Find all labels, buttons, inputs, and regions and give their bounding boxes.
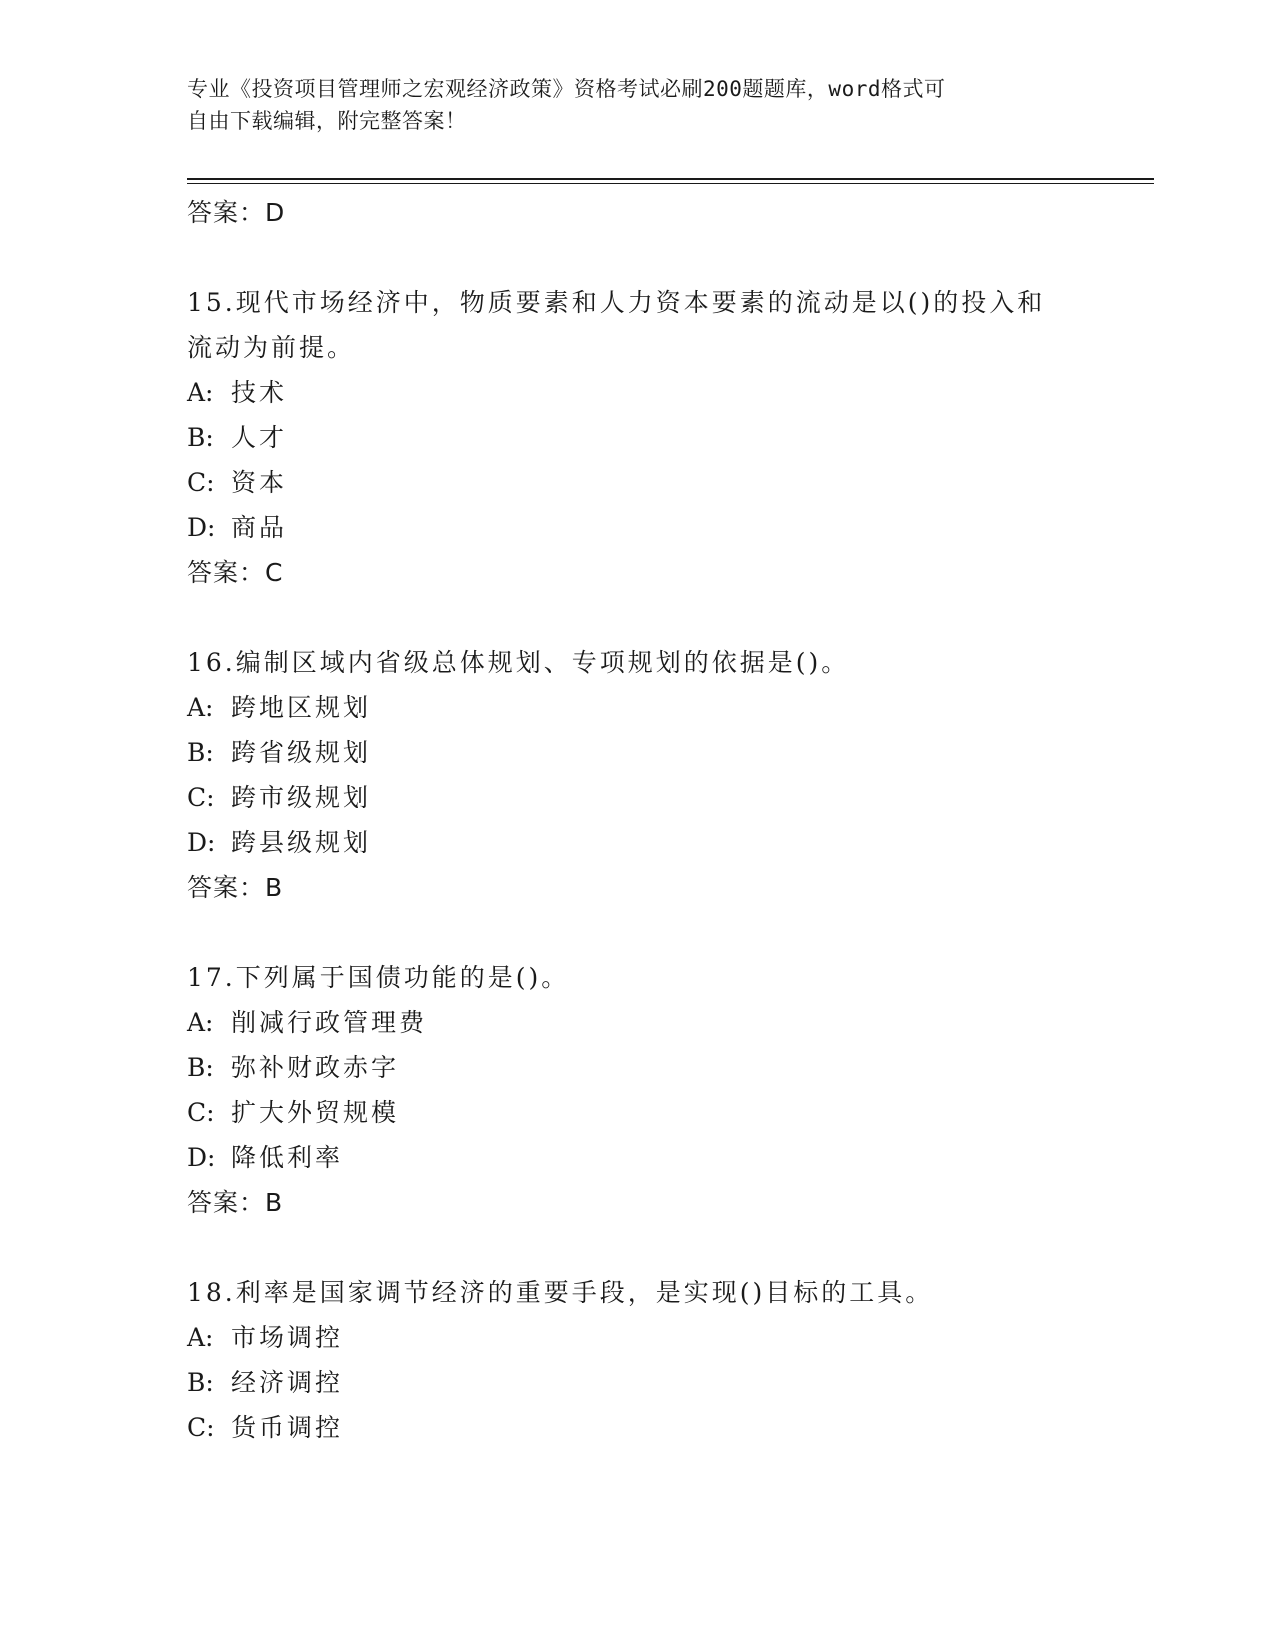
option-label: A: <box>187 1323 214 1352</box>
document-header <box>187 73 1067 137</box>
option-c <box>187 1405 1147 1450</box>
option-label: D: <box>187 828 216 857</box>
option-d <box>187 820 1147 865</box>
option-label: D: <box>187 1143 216 1172</box>
previous-answer: 答案：D <box>187 198 286 227</box>
spacer <box>187 235 1147 280</box>
option-text: 跨地区规划 <box>231 693 372 722</box>
option-label: A: <box>187 1008 214 1037</box>
answer: 答案：B <box>187 873 284 902</box>
option-b <box>187 1045 1147 1090</box>
option-label: B: <box>187 1368 214 1397</box>
question-text: 15.现代市场经济中，物质要素和人力资本要素的流动是以()的投入和 <box>187 288 1046 317</box>
question-17 <box>187 955 1147 1225</box>
question-18 <box>187 1270 1147 1450</box>
option-label: B: <box>187 1053 214 1082</box>
header-line-1: 专业《投资项目管理师之宏观经济政策》资格考试必刷200题题库，word格式可 <box>187 77 946 101</box>
option-b <box>187 730 1147 775</box>
option-a <box>187 370 1147 415</box>
option-a <box>187 1315 1147 1360</box>
option-label: C: <box>187 783 215 812</box>
option-text: 跨省级规划 <box>231 738 372 767</box>
option-c <box>187 460 1147 505</box>
option-text: 降低利率 <box>231 1143 344 1172</box>
option-label: A: <box>187 693 214 722</box>
option-label: D: <box>187 513 216 542</box>
question-15 <box>187 280 1147 595</box>
option-c <box>187 1090 1147 1135</box>
option-b <box>187 415 1147 460</box>
question-text: 18.利率是国家调节经济的重要手段，是实现()目标的工具。 <box>187 1278 934 1307</box>
option-text: 扩大外贸规模 <box>231 1098 400 1127</box>
option-label: B: <box>187 738 214 767</box>
option-c <box>187 775 1147 820</box>
option-text: 弥补财政赤字 <box>231 1053 400 1082</box>
spacer <box>187 595 1147 640</box>
option-text: 跨县级规划 <box>231 828 372 857</box>
option-label: C: <box>187 1098 215 1127</box>
option-text: 人才 <box>231 423 288 452</box>
option-d <box>187 505 1147 550</box>
option-label: C: <box>187 1413 215 1442</box>
option-text: 市场调控 <box>231 1323 344 1352</box>
header-divider-thick <box>187 178 1154 180</box>
spacer <box>187 1225 1147 1270</box>
header-line-2: 自由下载编辑，附完整答案！ <box>187 109 467 133</box>
answer: 答案：C <box>187 558 284 587</box>
header-divider-thin <box>187 183 1154 184</box>
option-d <box>187 1135 1147 1180</box>
option-text: 跨市级规划 <box>231 783 372 812</box>
option-text: 技术 <box>231 378 288 407</box>
question-text: 16.编制区域内省级总体规划、专项规划的依据是()。 <box>187 648 850 677</box>
option-text: 资本 <box>231 468 288 497</box>
spacer <box>187 910 1147 955</box>
question-list <box>187 190 1147 1450</box>
question-16 <box>187 640 1147 910</box>
question-text-continued: 流动为前提。 <box>187 333 356 362</box>
option-text: 货币调控 <box>231 1413 344 1442</box>
answer: 答案：B <box>187 1188 284 1217</box>
option-text: 商品 <box>231 513 288 542</box>
option-text: 经济调控 <box>231 1368 344 1397</box>
option-label: A: <box>187 378 214 407</box>
option-label: C: <box>187 468 215 497</box>
option-a <box>187 1000 1147 1045</box>
option-b <box>187 1360 1147 1405</box>
question-text: 17.下列属于国债功能的是()。 <box>187 963 570 992</box>
option-text: 削减行政管理费 <box>231 1008 428 1037</box>
option-a <box>187 685 1147 730</box>
option-label: B: <box>187 423 214 452</box>
